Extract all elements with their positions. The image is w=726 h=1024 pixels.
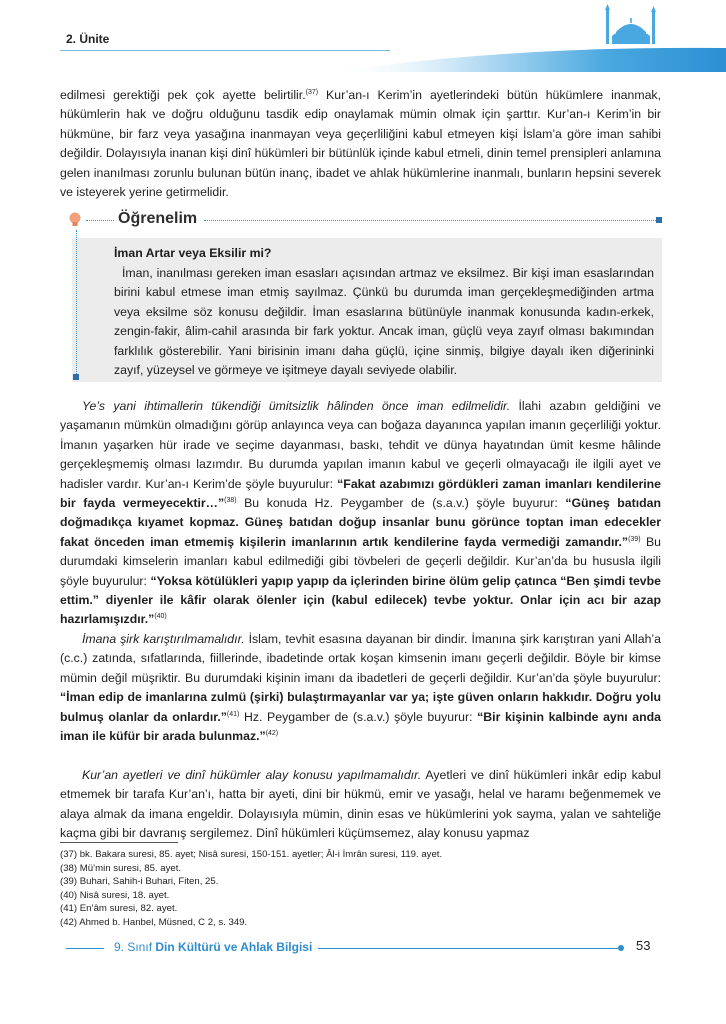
paragraph-4 [60, 766, 661, 844]
learn-box-paragraph: İman, inanılması gereken iman esasları açısından artmaz ve eksilmez. Bir kişi iman esaslarından birini kabul etmese iman etmiş sayılmaz. Çünkü bu durumda iman gerçekleşmediğinden artma veya eksilme söz konusu değildir. İman esaslarına bütünüyle inanmak konusunda kadın-erkek, zengin-fakir, âlim-cahil arasında bir fark yoktur. Ancak iman, güçlü veya zayıf olması bakımından farklılık gösterebilir. Yani birisinin imanı daha güçlü, içine sinmiş, bilgiye dayalı iken diğerininki zayıf, yüzeysel ve görmeye ve işitmeye dayalı seviyede olabilir. [114, 266, 654, 378]
learn-heading-rule-left [86, 220, 114, 221]
quote-38: “Fakat azabımızı gördükleri zaman imanları kendilerine bir fayda vermeyecektir…” [60, 476, 661, 511]
footer-rule-left [66, 948, 104, 949]
learn-box-side-square [73, 374, 79, 380]
learn-box-side-rule [76, 230, 77, 376]
quote-42: “Bir kişinin kalbinde aynı anda iman ile küfür bir arada bulunmaz.” [60, 709, 661, 744]
unit-label: 2. Ünite [66, 32, 110, 46]
header-title: Din ve İslam [532, 34, 597, 46]
learn-box-title: İman Artar veya Eksilir mi? [114, 246, 272, 260]
mosque-skyline-icon [600, 4, 662, 44]
footnote-38: (38) Mü’min suresi, 85. ayet. [60, 862, 182, 874]
paragraph-1 [60, 86, 661, 202]
page-number: 53 [636, 938, 651, 953]
footnote-separator [60, 842, 178, 843]
learn-box-text [114, 264, 654, 380]
header-band [330, 46, 726, 72]
footnote-40: (40) Nisâ suresi, 18. ayet. [60, 889, 170, 901]
footer-rule-right [318, 948, 618, 949]
footnotes [60, 848, 442, 929]
footer-dot [618, 945, 624, 951]
footnote-ref: (39) [628, 535, 641, 543]
paragraph-4-text-1: Ayetleri ve dinî hükümleri inkâr edip kabul etmemek bir tarafa Kur’an’ı, hatta bir ayeti, dini bir hükmü, emir ve yasağı, helal ve haramı beğenmemek ve alaya almak da imana engeldir. Dolayısıyla mümin, dinin esas ve hükümlerini yok sayma, yalan ve sahteliğe kaçma gibi bir davranış sergilemez. Dinî hükümleri küçümsemez, alay konusu yapmaz [60, 768, 661, 841]
paragraph-4-lead: Kur’an ayetleri ve dinî hükümler alay konusu yapılmamalıdır. [82, 768, 422, 782]
footnote-ref: (40) [154, 613, 167, 621]
quote-41: “İman edip de imanlarına zulmü (şirki) bulaştırmayanlar var ya; işte güven onların hakkıdır. Doğru yolu bulmuş olanlar da onlardır.” [60, 690, 661, 724]
footnote-39: (39) Buhari, Sahih-i Buhari, Fiten, 25. [60, 876, 219, 887]
quote-39: “Güneş batıdan doğmadıkça kıyamet kopmaz. Güneş batıdan doğup insanlar bunu görünce toptan iman edecekler fakat önceden iman etmemiş kişilerin imanlarının artık kendilerine fayda vermediği zamandır.” [60, 496, 662, 549]
footer-book: Din Kültürü ve Ahlak Bilgisi [155, 940, 313, 954]
footnote-ref: (38) [224, 496, 237, 504]
footer-book-title [114, 940, 312, 954]
paragraph-1-start: edilmesi gerektiği pek çok ayette belirtilir. [60, 88, 306, 102]
paragraph-3-text-2: Hz. Peygamber de (s.a.v.) şöyle buyurur: [239, 709, 478, 724]
paragraph-3-lead: İmana şirk karıştırılmamalıdır. [82, 632, 245, 646]
paragraph-2 [60, 397, 661, 630]
footnote-ref: (42) [265, 729, 279, 737]
paragraph-3 [60, 630, 661, 746]
quote-40: “Yoksa kötülükleri yapıp yapıp da içlerinden birine ölüm gelip çatınca “Ben şimdi tevbe ettim.” diyenler ile kâfir olarak ölenler için (kabul edilecek) tevbe yoktur. Onlar için acı bir azap hazırlamışızdır.” [60, 573, 661, 627]
paragraph-3-text-1: İslam, tevhit esasına dayanan bir dindir. İmanına şirk karıştıran yani Allah’a (c.c.) zatında, sıfatlarında, fiillerinde, ibadetinde ortak koşan kimsenin imanı geçerli değildir. Böyle bir kimse mümin değil müşriktir. Bu durumdaki kişinin imanı da ibadetleri de geçerli değildir. Kur’an’da şöyle buyurulur: [60, 632, 661, 685]
lightbulb-icon [68, 212, 82, 228]
footnote-ref: (41) [226, 710, 240, 718]
paragraph-2-text-2: Bu konuda Hz. Peygamber de (s.a.v.) şöyle buyurur: [236, 496, 566, 511]
learn-heading-square [656, 217, 662, 223]
paragraph-2-lead: Ye’s yani ihtimallerin tükendiği ümitsizlik hâlinden önce iman edilmelidir. [82, 399, 511, 413]
footer-grade: 9. Sınıf [114, 940, 153, 954]
paragraph-1-rest: Kur’an-ı Kerim’in ayetlerindeki bütün hükümlere inanmak, hükümlerin hak ve doğru olduğunu tasdik edip onaylamak mümin olmak için şarttır. Kur’an-ı Kerim’in bir hükmüne, bir farz veya yasağına inanmayan veya geçerliliğini kabul etmeyen kişi İslam’a göre iman sahibi değildir. Dolayısıyla inanan kişi dinî hükümleri bir bütünlük içinde kabul etmeli, dinin temel prensipleri anlamına gelen inanılması zorunlu bulunan bütün inanç, ibadet ve ahlak hükümlerine inanmalı, bunların hepsini severek ve isteyerek yerine getirmelidir. [60, 88, 661, 200]
footnote-ref: (37) [305, 88, 319, 96]
footnote-41: (41) En’âm suresi, 82. ayet. [60, 903, 178, 914]
paragraph-2-text-1: İlahi azabın geldiğini ve yaşamanın mümkün olmadığını görüp anlayınca veya can boğaza dayanınca yapılan imanın geçerliliği yoktur. İmanın yaşarken hür irade ve seçime dayanması, baskı, tehdit ve dünya hayatından ümit kesme hâlinde gerçekleşmemiş olması lazımdır. Bu durumda yapılan imanın kabul ve geçerli olmayacağı ile ilgili ayet ve hadisler vardır. Kur’an-ı Kerim’de şöyle buyurulur: [60, 399, 661, 491]
footnote-37: (37) bk. Bakara suresi, 85. ayet; Nisâ suresi, 150-151. ayetler; Âl-i İmrân suresi, 119. ayet. [60, 849, 443, 860]
learn-heading-rule [204, 220, 656, 221]
learn-heading: Öğrenelim [118, 210, 198, 227]
footnote-42: (42) Ahmed b. Hanbel, Müsned, C 2, s. 349. [60, 916, 248, 928]
paragraph-2-text-3: Bu durumdaki kimselerin imanları kabul edilmediği gibi tövbeleri de geçerli değildir. Kur’an’da bu hususla ilgili şöyle buyurulur: [60, 534, 661, 588]
